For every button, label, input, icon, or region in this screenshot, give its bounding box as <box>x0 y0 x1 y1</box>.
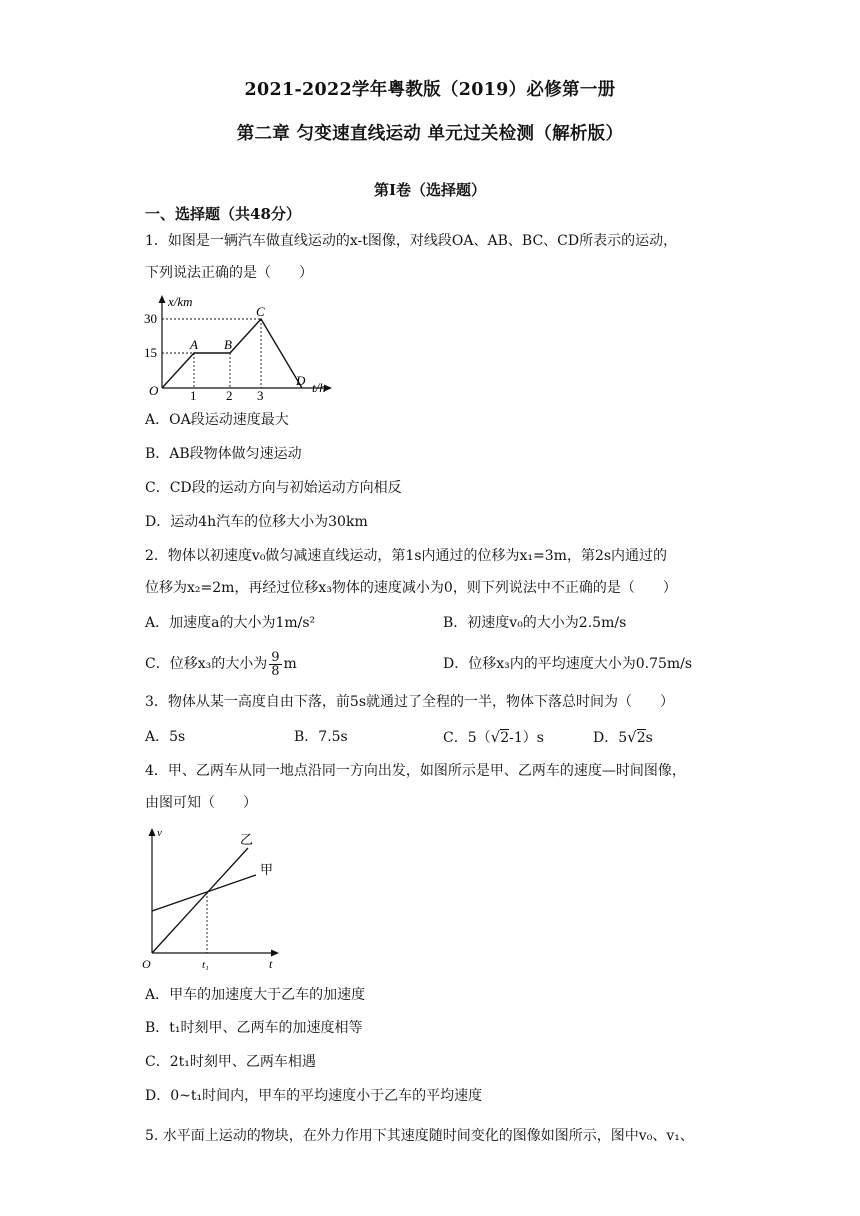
q4-vt-graph <box>138 822 288 974</box>
q1-y-tick-15: 15 <box>144 345 157 360</box>
q3-option-c-radicand: 2 <box>500 730 510 746</box>
q3-option-d-prefix: D．5 <box>593 730 628 746</box>
q4-t1-label: t₁ <box>202 959 209 971</box>
q1-y-axis-label: x/km <box>168 294 193 309</box>
q1-xt-line <box>162 319 302 388</box>
q4-option-b: B．t₁时刻甲、乙两车的加速度相等 <box>145 1020 363 1036</box>
q1-x-axis-label: t/h <box>312 380 326 395</box>
q4-option-d: D．0~t₁时间内，甲车的平均速度小于乙车的平均速度 <box>145 1088 483 1104</box>
q2-stem-line2: 位移为x₂=2m，再经过位移x₃物体的速度减小为0，则下列说法中不正确的是（ ） <box>145 580 677 596</box>
q4-stem-line1: 4．甲、乙两车从同一地点沿同一方向出发，如图所示是甲、乙两车的速度—时间图像， <box>145 763 686 779</box>
q1-point-D: D <box>296 373 306 388</box>
q3-option-c-suffix: -1）s <box>509 730 544 746</box>
sqrt-icon: √ <box>490 728 501 746</box>
q4-option-a: A．甲车的加速度大于乙车的加速度 <box>145 987 366 1003</box>
q1-stem-line2: 下列说法正确的是（ ） <box>145 265 313 281</box>
q4-stem-line2: 由图可知（ ） <box>145 795 257 811</box>
q1-point-C: C <box>256 304 265 319</box>
q2-option-c-text: C．位移x₃的大小为 <box>145 656 268 672</box>
q1-x-tick-2: 2 <box>226 388 233 403</box>
q1-option-b: B．AB段物体做匀速运动 <box>145 446 302 462</box>
q3-option-c-prefix: C．5（ <box>443 730 491 746</box>
q1-option-d: D．运动4h汽车的位移大小为30km <box>145 514 368 530</box>
q3-option-d-radicand: 2 <box>636 730 646 746</box>
q2-fraction-denominator: 8 <box>271 663 280 679</box>
q4-option-c: C．2t₁时刻甲、乙两车相遇 <box>145 1054 316 1070</box>
q1-stem-line1: 1．如图是一辆汽车做直线运动的x-t图像，对线段OA、AB、BC、CD所表示的运动， <box>145 233 678 249</box>
q4-x-axis-arrow <box>271 950 279 957</box>
q4-label-jia: 甲 <box>260 862 274 877</box>
q2-stem-line1: 2．物体以初速度v₀做匀减速直线运动，第1s内通过的位移为x₁=3m，第2s内通过的 <box>145 548 668 564</box>
q1-y-axis-arrow <box>159 295 166 303</box>
q1-point-A: A <box>190 337 198 352</box>
sqrt-icon: √ <box>627 728 637 746</box>
q2-option-b: B．初速度v₀的大小为2.5m/s <box>443 615 627 631</box>
q2-option-c <box>145 649 297 679</box>
q3-option-d-suffix: s <box>645 730 653 746</box>
q3-option-a: A．5s <box>145 729 186 745</box>
q2-fraction-numerator: 9 <box>271 649 280 665</box>
q3-stem: 3．物体从某一高度自由下落，前5s就通过了全程的一半，物体下落总时间为（ ） <box>145 694 674 710</box>
q1-origin-label: O <box>149 383 159 398</box>
q3-option-c <box>443 727 544 748</box>
q4-y-axis-label: v <box>157 827 162 839</box>
doc-title-line2: 第二章 匀变速直线运动 单元过关检测（解析版） <box>236 124 624 144</box>
section-heading: 一、选择题（共48分） <box>145 205 301 223</box>
q4-x-axis-label: t <box>269 957 273 971</box>
q1-y-tick-30: 30 <box>144 311 157 326</box>
q4-label-yi: 乙 <box>240 832 254 847</box>
q1-option-c: C．CD段的运动方向与初始运动方向相反 <box>145 480 402 496</box>
q2-option-a: A．加速度a的大小为1m/s² <box>145 615 316 631</box>
q4-y-axis-arrow <box>149 828 156 836</box>
q1-x-tick-1: 1 <box>190 388 197 403</box>
doc-title-line1: 2021-2022学年粤教版（2019）必修第一册 <box>244 80 616 100</box>
q5-stem-line1: 5. 水平面上运动的物块，在外力作用下其速度随时间变化的图像如图所示，图中v₀、v₁、 <box>145 1128 694 1144</box>
q3-option-b: B．7.5s <box>294 729 348 745</box>
q3-option-d <box>593 727 653 748</box>
q1-point-B: B <box>224 337 232 352</box>
q4-origin-label: O <box>142 957 151 971</box>
q1-x-tick-3: 3 <box>257 388 264 403</box>
q1-option-a: A．OA段运动速度最大 <box>145 412 289 428</box>
q4-line-yi <box>152 848 248 953</box>
volume-heading: 第Ⅰ卷（选择题） <box>373 181 487 199</box>
q2-option-c-unit: m <box>283 656 297 672</box>
q4-line-jia <box>152 875 256 911</box>
q2-option-c-fraction <box>269 651 281 678</box>
q2-option-d: D．位移x₃内的平均速度大小为0.75m/s <box>443 656 693 672</box>
q1-xt-graph <box>140 292 340 404</box>
